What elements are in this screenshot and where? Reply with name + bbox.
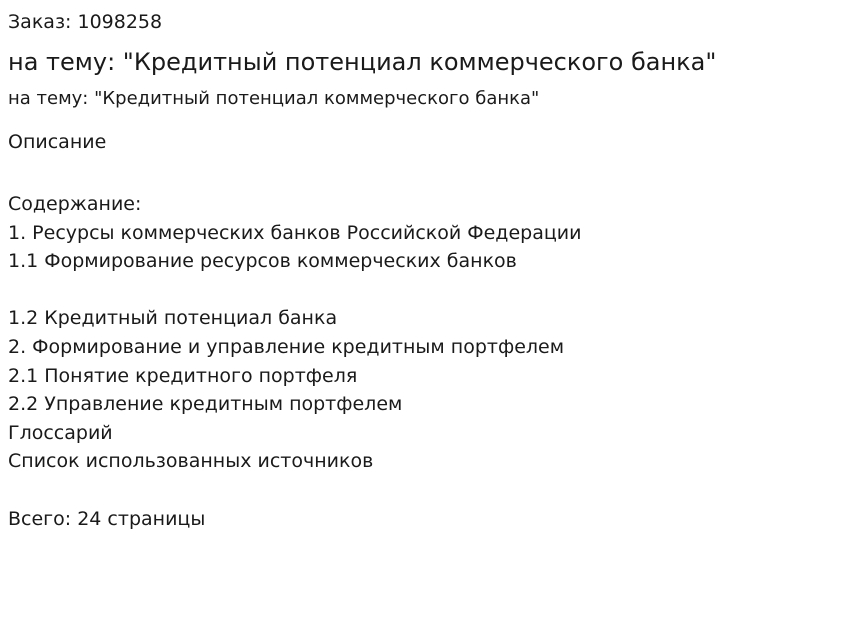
contents-item: Глоссарий: [8, 421, 113, 444]
page-subtitle: на тему: "Кредитный потенциал коммерческого банка": [8, 88, 540, 109]
contents-item: 2.2 Управление кредитным портфелем: [8, 393, 403, 416]
total-pages: Всего: 24 страницы: [8, 507, 206, 530]
order-number: Заказ: 1098258: [8, 11, 163, 33]
contents-item: 1.1 Формирование ресурсов коммерческих банков: [8, 250, 517, 273]
description-heading: Описание: [8, 131, 107, 153]
contents-item: 2.1 Понятие кредитного портфеля: [8, 364, 358, 387]
page-title: на тему: "Кредитный потенциал коммерческого банка": [8, 48, 717, 76]
contents-item: 2. Формирование и управление кредитным портфелем: [8, 335, 565, 358]
contents-spacer: [8, 276, 581, 305]
table-of-contents: [8, 190, 581, 533]
contents-heading: Содержание:: [8, 193, 142, 215]
contents-item: 1.2 Кредитный потенциал банка: [8, 307, 338, 330]
contents-item: 1. Ресурсы коммерческих банков Российской Федерации: [8, 221, 582, 244]
contents-spacer: [8, 476, 581, 505]
contents-item: Список использованных источников: [8, 450, 374, 473]
